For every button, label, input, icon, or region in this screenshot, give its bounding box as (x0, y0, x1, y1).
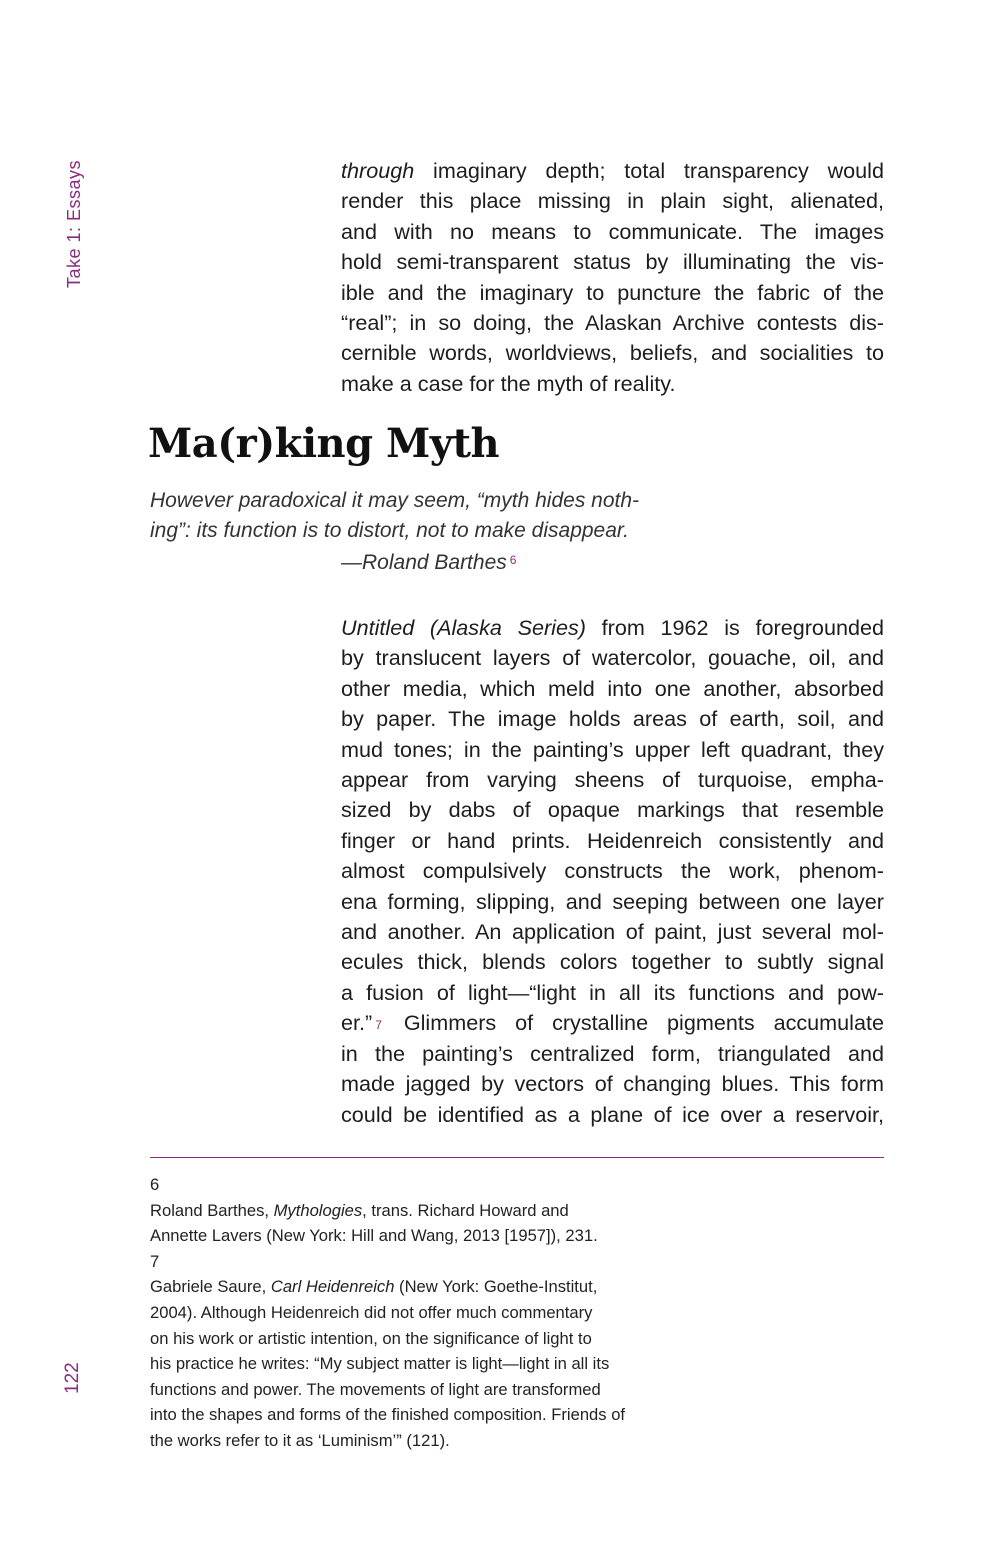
section-heading: Ma(r)king Myth (148, 420, 500, 467)
paragraph-line: make a case for the myth of reality. (341, 370, 676, 396)
paragraph-line: by paper. The image holds areas of earth, soil, and (341, 706, 884, 732)
paragraph-line: ible and the imaginary to puncture the fabric of the (341, 279, 884, 305)
epigraph-line: ing”: its function is to distort, not to make disappear. (150, 519, 629, 542)
paragraph-line: mud tones; in the painting’s upper left quadrant, they (341, 736, 884, 762)
paragraph-line: and another. An application of paint, just several mol- (341, 919, 884, 945)
paragraph-line: ecules thick, blends colors together to subtly signal (341, 949, 884, 975)
paragraph-line: er.” $^7$ Glimmers of crystalline pigments accumulate (341, 1010, 884, 1036)
footnote-6: 6 Roland Barthes, Mythologies, trans. Richard Howard and (150, 1175, 569, 1220)
paragraph-line: made jagged by vectors of changing blues. This form (341, 1071, 884, 1097)
paragraph-line: sized by dabs of opaque markings that resemble (341, 797, 884, 823)
paragraph-line: and with no means to communicate. The images (341, 218, 884, 244)
footnote-line: the works refer to it as ‘Luminism’” (121). (150, 1430, 450, 1450)
paragraph-line: a fusion of light—“light in all its functions and pow- (341, 979, 884, 1005)
footnote-line: functions and power. The movements of light are transformed (150, 1379, 601, 1399)
paragraph-line: Untitled (Alaska Series) from 1962 is foregrounded (341, 615, 884, 640)
footnotes (150, 1172, 710, 1454)
paragraph-line: could be identified as a plane of ice over a reservoir, (341, 1101, 884, 1127)
footnote-line: on his work or artistic intention, on the significance of light to (150, 1328, 592, 1348)
paragraph-line: almost compulsively constructs the work, phenom- (341, 858, 884, 884)
footnote-ref-7[interactable]: 7 (375, 1018, 382, 1033)
footnote-ref-6[interactable]: 6 (509, 553, 517, 567)
body-paragraph-2 (341, 613, 884, 1130)
paragraph-line: hold semi-transparent status by illuminating the vis- (341, 249, 884, 275)
paragraph-line: finger or hand prints. Heidenreich consistently and (341, 827, 884, 853)
paragraph-line: in the painting’s centralized form, triangulated and (341, 1040, 884, 1066)
paragraph-line: appear from varying sheens of turquoise, empha- (341, 767, 884, 793)
paragraph-line: “real”; in so doing, the Alaskan Archive contests dis- (341, 310, 884, 336)
paragraph-line: other media, which meld into one another, absorbed (341, 675, 884, 701)
footnote-divider (150, 1157, 884, 1158)
paragraph-line: ena forming, slipping, and seeping between one layer (341, 888, 884, 914)
paragraph-line: through imaginary depth; total transparency would (341, 158, 884, 183)
footnote-7: 7 Gabriele Saure, Carl Heidenreich (New York: Goethe-Institut, (150, 1251, 598, 1297)
epigraph-attribution: —Roland Barthes $^6$ (341, 551, 517, 574)
footnote-line: into the shapes and forms of the finished composition. Friends of (150, 1405, 626, 1425)
epigraph (150, 486, 710, 546)
page-number: 122 (62, 1362, 83, 1394)
footnote-line: 2004). Although Heidenreich did not offer much commentary (150, 1302, 593, 1322)
body-paragraph-1 (341, 156, 884, 399)
paragraph-line: render this place missing in plain sight, alienated, (341, 188, 884, 214)
paragraph-line: cernible words, worldviews, beliefs, and socialities to (341, 340, 884, 366)
paragraph-line: by translucent layers of watercolor, gouache, oil, and (341, 645, 884, 671)
footnote-line: his practice he writes: “My subject matter is light—light in all its (150, 1354, 610, 1374)
epigraph-line: However paradoxical it may seem, “myth hides noth- (150, 489, 640, 512)
footnote-line: Annette Lavers (New York: Hill and Wang, 2013 [1957]), 231. (150, 1226, 598, 1246)
running-head: Take 1: Essays (64, 159, 84, 288)
